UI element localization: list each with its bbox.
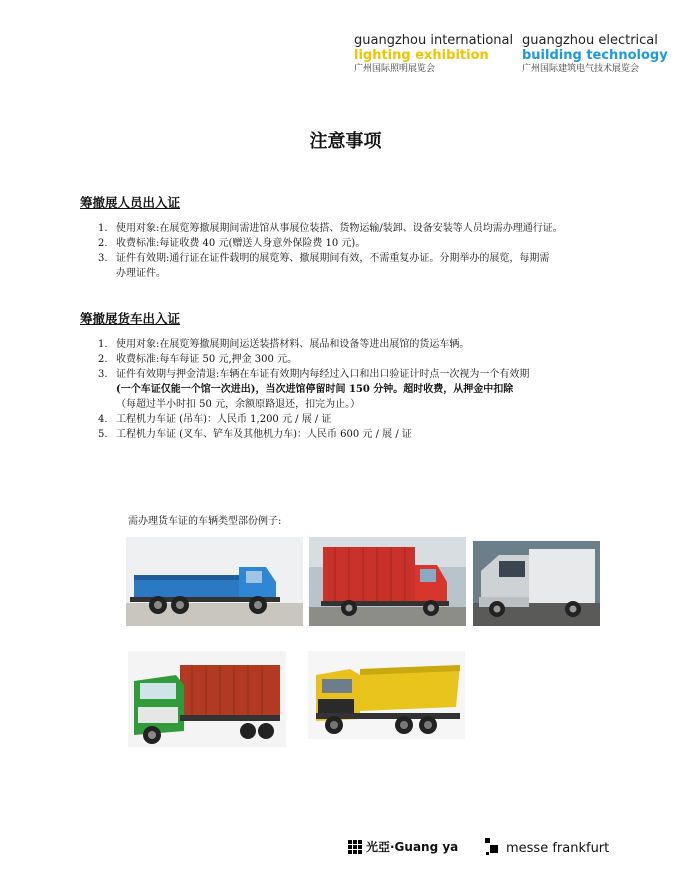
personnel-pass-list [98, 221, 563, 281]
logo-line2: building technology [522, 48, 668, 63]
white-van-truck-image [473, 541, 600, 626]
list-item: 3. 证件有效期:通行证在证件载明的展览筹、撤展期间有效，不需重复办证。分期举办的展览，每期需 办理证件。 [98, 253, 550, 279]
yellow-dump-truck-image [308, 651, 465, 739]
guangya-grid-icon [348, 840, 362, 854]
red-box-truck-image [309, 537, 466, 626]
logo-line1: guangzhou electrical [522, 33, 658, 48]
container-truck-image [128, 651, 286, 747]
logo-line3: 广州国际建筑电气技术展览会 [522, 64, 640, 74]
list-item: 2. 收费标准:每证收费 40 元(赠送人身意外保险费 10 元)。 [98, 238, 366, 249]
logo-line2: lighting exhibition [354, 48, 489, 63]
truck-pass-list [98, 337, 529, 442]
blue-flatbed-truck-image [126, 537, 303, 626]
building-technology-logo [522, 33, 668, 76]
page-title: 注意事项 [309, 131, 382, 152]
lighting-exhibition-logo [354, 33, 513, 76]
section-heading-truck-pass: 筹撤展货车出入证 [80, 311, 181, 326]
section-heading-personnel-pass: 筹撤展人员出入证 [80, 195, 181, 210]
list-item: 1. 使用对象:在展览筹撤展期间运送装搭材料、展品和设备等进出展馆的货运车辆。 [98, 339, 470, 350]
vehicle-examples-caption: 需办理货车证的车辆类型部份例子: [128, 516, 282, 527]
guangya-text: 光亞·Guang ya [366, 840, 459, 854]
logo-line3: 广州国际照明展览会 [354, 64, 436, 74]
messe-frankfurt-mark-icon [484, 838, 500, 858]
logo-line1: guangzhou international [354, 33, 514, 48]
messe-frankfurt-text: messe frankfurt [506, 840, 610, 856]
list-item: 3. 证件有效期与押金清退:车辆在车证有效期内每经过入口和出口验证计时点一次视为一个有效期 (一个车证仅能一个馆一次进出)，当次进馆停留时间 150 分钟。超时收费，从押金中扣除 （每超过半小时扣 50 元，余额原路退还，扣完为止。） [98, 369, 530, 410]
messe-frankfurt-logo [484, 838, 609, 858]
list-item: 1. 使用对象:在展览筹撤展期间需进馆从事展位装搭、货物运输/装卸、设备安装等人员均需办理通行证。 [98, 223, 563, 234]
guangya-logo [348, 838, 458, 855]
list-item: 5. 工程机力车证 (叉车、铲车及其他机力车)：人民币 600 元 / 展 / 证 [98, 429, 412, 440]
list-item: 4. 工程机力车证 (吊车)：人民币 1,200 元 / 展 / 证 [98, 414, 332, 425]
list-item: 2. 收费标准:每车每证 50 元,押金 300 元。 [98, 354, 298, 365]
